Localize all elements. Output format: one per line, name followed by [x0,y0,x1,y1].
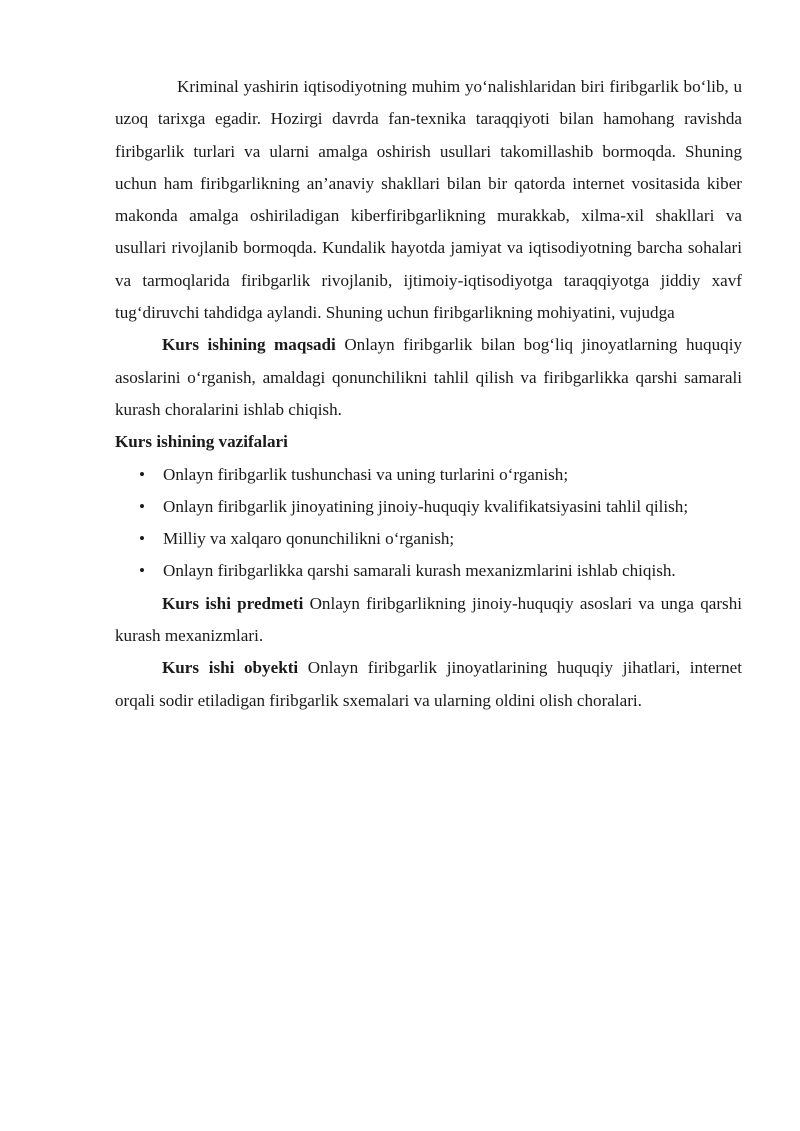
subject-text: Onlayn firibgarlikning jinoiy-huquqiy asoslari va unga qarshi kurash mexanizmlari. [115,593,742,646]
goal-label: Kurs ishining maqsadi [162,335,336,355]
list-item [115,491,742,523]
tasks-heading: Kurs ishining vazifalari [115,432,288,452]
object-text: Onlayn firibgarlik jinoyatlarining huquqiy jihatlari, internet orqali sodir etiladigan firibgarlik sxemalari va ularning oldini olish choralari. [115,658,742,710]
tasks-list [115,459,742,588]
bullet-icon: • [139,496,145,516]
object-paragraph [115,652,742,717]
list-item-text: Milliy va xalqaro qonunchilikni o‘rganish; [163,529,455,549]
list-item-text: Onlayn firibgarlik tushunchasi va uning turlarini o‘rganish; [163,464,569,484]
subject-label: Kurs ishi predmeti [162,593,304,613]
list-item-text: Onlayn firibgarlikka qarshi samarali kurash mexanizmlarini ishlab chiqish. [163,561,676,581]
bullet-icon: • [139,529,145,549]
goal-text: Onlayn firibgarlik bilan bog‘liq jinoyatlarning huquqiy asoslarini o‘rganish, amaldagi qonunchilikni tahlil qilish va firibgarlikka qarshi samarali kurash choralarini ishlab chiqish. [115,335,742,419]
goal-paragraph [115,329,742,426]
list-item [115,459,742,491]
list-item-text: Onlayn firibgarlik jinoyatining jinoiy-huquqiy kvalifikatsiyasini tahlil qilish; [163,496,689,516]
document-page [115,71,742,717]
object-label: Kurs ishi obyekti [162,658,299,678]
bullet-icon: • [139,561,145,581]
subject-paragraph [115,588,742,653]
list-item [115,555,742,587]
list-item [115,523,742,555]
bullet-icon: • [139,464,145,484]
intro-paragraph: Kriminal yashirin iqtisodiyotning muhim yo‘nalishlaridan biri firibgarlik bo‘lib, u uzoq tarixga egadir. Hozirgi davrda fan-texnika taraqqiyoti bilan hamohang ravishda firibgarlik turlari va ularni amalga oshirish usullari takomillashib bormoqda. Shuning uchun ham firibgarlikning an’anaviy shakllari bilan bir qatorda internet vositasida kiber makonda amalga oshiriladigan kiberfiribgarlikning murakkab, xilma-xil shakllari va usullari rivojlanib bormoqda. Kundalik hayotda jamiyat va iqtisodiyotning barcha sohalari va tarmoqlarida firibgarlik rivojlanib, ijtimoiy-iqtisodiyotga taraqqiyotga jiddiy xavf tug‘diruvchi tahdidga aylandi. Shuning uchun firibgarlikning mohiyatini, vujudga [115,77,742,323]
